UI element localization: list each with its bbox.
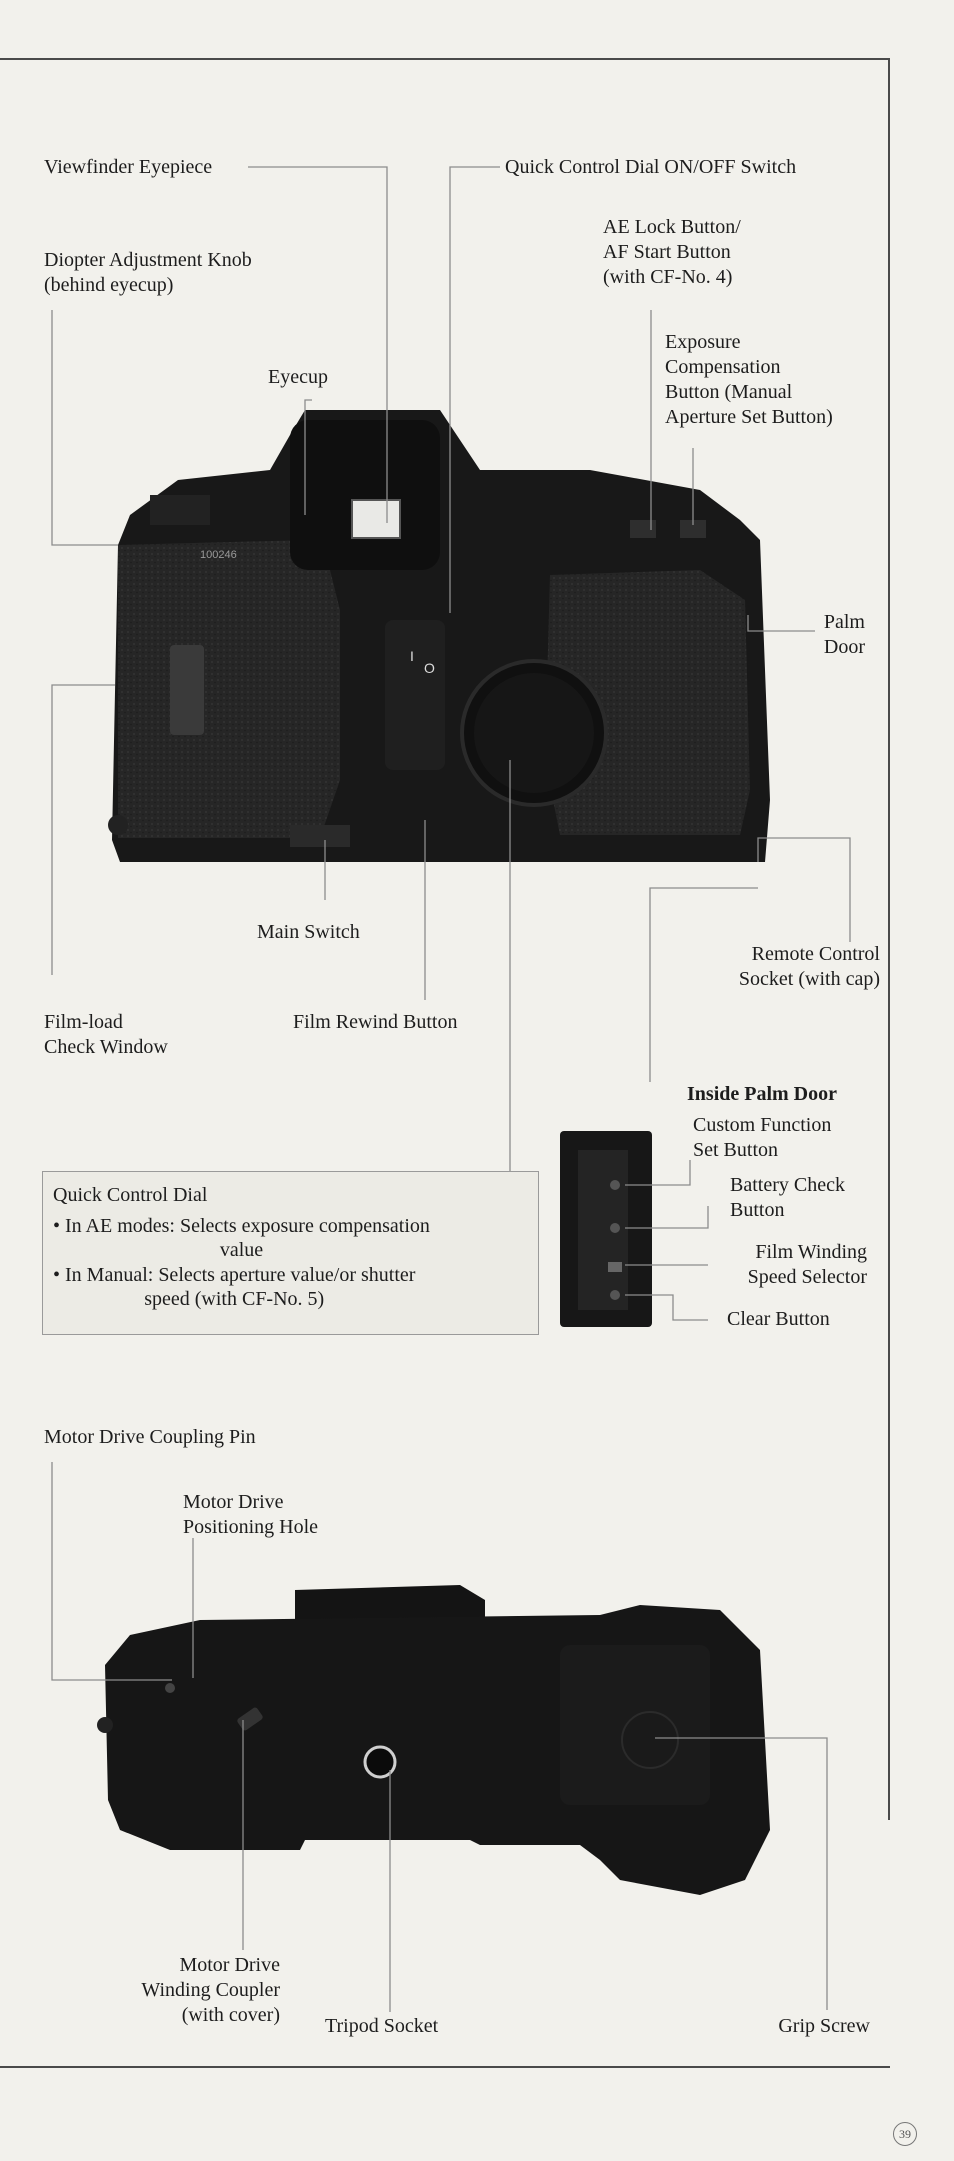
grip-screw-label: Grip Screw	[778, 2015, 870, 2037]
exposure-comp-button-label: Exposure Compensation Button (Manual Aperture Set Button)	[665, 331, 833, 428]
eyecup-label: Eyecup	[268, 366, 328, 388]
motor-drive-pin-label: Motor Drive Coupling Pin	[44, 1426, 256, 1448]
switch-on-icon: I	[410, 648, 414, 664]
quick-control-dial-title: Quick Control Dial	[53, 1184, 208, 1206]
quick-control-dial-box	[42, 1171, 539, 1335]
remote-control-socket-label: Remote Control Socket (with cap)	[738, 943, 880, 990]
quick-control-dial-switch-label: Quick Control Dial ON/OFF Switch	[505, 156, 797, 178]
camera-serial: 100246	[200, 549, 237, 561]
page-number: 39	[893, 2122, 917, 2146]
ae-lock-button-label: AE Lock Button/ AF Start Button (with CF-No. 4)	[603, 216, 741, 288]
motor-drive-hole-label: Motor Drive Positioning Hole	[183, 1491, 319, 1538]
motor-drive-coupler-label: Motor Drive Winding Coupler (with cover)	[141, 1954, 280, 2026]
film-load-window-label: Film-load Check Window	[44, 1011, 168, 1058]
switch-off-icon: O	[424, 660, 435, 676]
film-winding-selector-label: Film Winding Speed Selector	[747, 1241, 867, 1288]
diopter-knob-label: Diopter Adjustment Knob (behind eyecup)	[44, 249, 252, 296]
film-rewind-button-label: Film Rewind Button	[293, 1011, 458, 1033]
manual-mode-bullet: • In Manual: Selects aperture value/or shutter speed (with CF-No. 5)	[53, 1264, 416, 1310]
main-switch-label: Main Switch	[257, 921, 360, 943]
inside-palm-door-title: Inside Palm Door	[687, 1083, 837, 1105]
palm-door-label: Palm Door	[823, 611, 865, 658]
clear-button-label: Clear Button	[727, 1308, 830, 1330]
custom-function-button-label: Custom Function Set Button	[693, 1114, 832, 1161]
viewfinder-eyepiece-label: Viewfinder Eyepiece	[44, 156, 213, 178]
ae-modes-bullet: • In AE modes: Selects exposure compensation value	[53, 1215, 430, 1261]
battery-check-button-label: Battery Check Button	[730, 1174, 845, 1221]
tripod-socket-label: Tripod Socket	[325, 2015, 439, 2037]
